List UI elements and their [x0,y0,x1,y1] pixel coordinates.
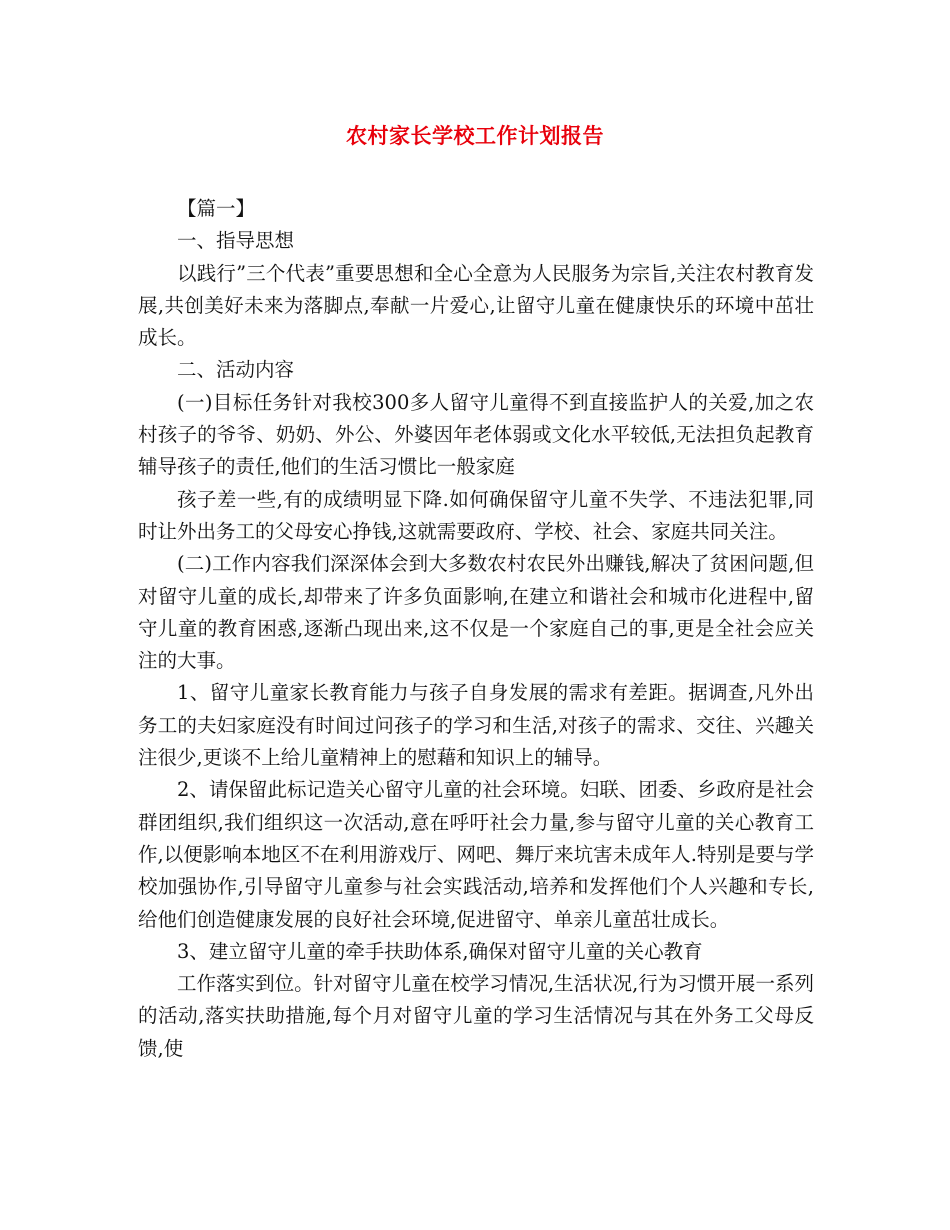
document-title: 农村家长学校工作计划报告 [346,123,604,148]
paragraph: 【篇一】 [177,197,256,220]
paragraph: 二、活动内容 [177,358,295,382]
document-body [138,193,814,1065]
paragraph: 1、留守儿童家长教育能力与孩子自身发展的需求有差距。据调查,凡外出务工的夫妇家庭没有时间过问孩子的学习和生活,对孩子的需求、交往、兴趣关注很少,更谈不上给儿童精神上的慰藉和知识上的辅导。 [138,681,814,770]
paragraph: (一)目标任务针对我校300多人留守儿童得不到直接监护人的关爱,加之农村孩子的爷爷、奶奶、外公、外婆因年老体弱或文化水平较低,无法担负起教育辅导孩子的责任,他们的生活习惯比一般家庭 [138,390,814,479]
paragraph: 孩子差一些,有的成绩明显下降.如何确保留守儿童不失学、不违法犯罪,同时让外出务工的父母安心挣钱,这就需要政府、学校、社会、家庭共同关注。 [138,487,814,543]
paragraph: 一、指导思想 [177,229,295,253]
paragraph: (二)工作内容我们深深体会到大多数农村农民外出赚钱,解决了贫困问题,但对留守儿童的成长,却带来了许多负面影响,在建立和谐社会和城市化进程中,留守儿童的教育困惑,逐渐凸现出来,这不仅是一个家庭自己的事,更是全社会应关注的大事。 [138,552,814,673]
paragraph: 3、建立留守儿童的牵手扶助体系,确保对留守儿童的关心教育 [177,939,703,963]
paragraph: 工作落实到位。针对留守儿童在校学习情况,生活状况,行为习惯开展一系列的活动,落实扶助措施,每个月对留守儿童的学习生活情况与其在外务工父母反馈,使 [138,972,814,1060]
paragraph: 2、请保留此标记造关心留守儿童的社会环境。妇联、团委、乡政府是社会群团组织,我们组织这一次活动,意在呼吁社会力量,参与留守儿童的关心教育工作,以便影响本地区不在利用游戏厅、网吧、舞厅来坑害未成年人.特别是要与学校加强协作,引导留守儿童参与社会实践活动,培养和发挥他们个人兴趣和专长,给他们创造健康发展的良好社会环境,促进留守、单亲儿童茁壮成长。 [138,778,814,931]
paragraph: 以践行”三个代表”重要思想和全心全意为人民服务为宗旨,关注农村教育发展,共创美好未来为落脚点,奉献一片爱心,让留守儿童在健康快乐的环境中茁壮成长。 [138,261,814,350]
